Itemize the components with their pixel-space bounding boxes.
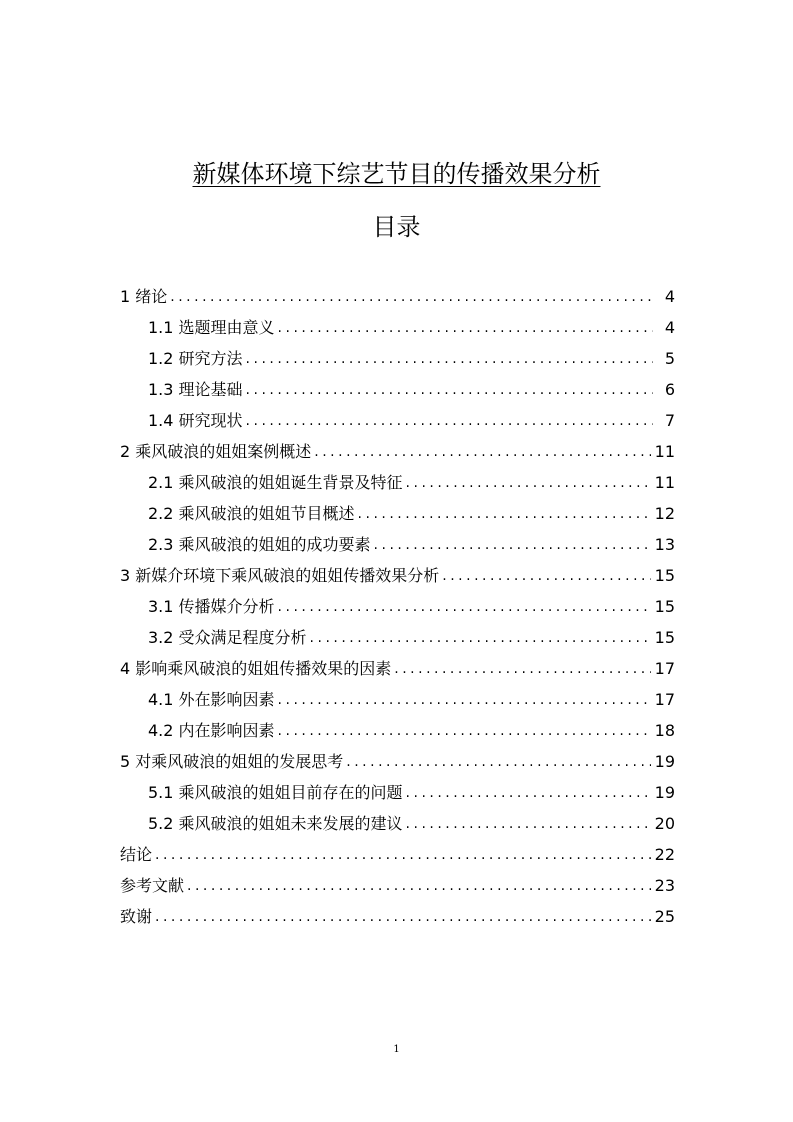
toc-entry[interactable]: [120, 525, 675, 556]
toc-dot-leader: [246, 410, 653, 432]
toc-dot-leader: [358, 503, 651, 525]
toc-entry-page-number: 17: [654, 690, 675, 709]
toc-dot-leader: [246, 348, 653, 370]
toc-entry-label: 2 乘风破浪的姐姐案例概述: [120, 442, 312, 461]
toc-entry-label: 2.3 乘风破浪的姐姐的成功要素: [148, 535, 371, 554]
document-title: [0, 157, 793, 191]
toc-dot-leader: [406, 813, 651, 835]
toc-dot-leader: [155, 844, 651, 866]
toc-entry-page-number: 22: [654, 845, 675, 864]
toc-entry[interactable]: [120, 556, 675, 587]
toc-entry-page-number: 19: [654, 783, 675, 802]
toc-entry-page-number: 25: [654, 907, 675, 926]
toc-dot-leader: [406, 472, 651, 494]
toc-entry[interactable]: [120, 370, 675, 401]
table-of-contents: [120, 277, 675, 928]
toc-entry-page-number: 12: [654, 504, 675, 523]
toc-entry-page-number: 4: [664, 318, 675, 337]
toc-entry[interactable]: [120, 308, 675, 339]
toc-dot-leader: [314, 441, 650, 463]
toc-entry[interactable]: [120, 401, 675, 432]
toc-entry-label: 1.1 选题理由意义: [148, 318, 275, 337]
toc-entry-label: 1.3 理论基础: [148, 380, 243, 399]
toc-dot-leader: [278, 689, 651, 711]
toc-entry[interactable]: [120, 494, 675, 525]
toc-entry-page-number: 11: [654, 442, 675, 461]
toc-dot-leader: [406, 782, 651, 804]
toc-entry-label: 1.2 研究方法: [148, 349, 243, 368]
toc-entry-label: 4.2 内在影响因素: [148, 721, 275, 740]
toc-entry-page-number: 11: [654, 473, 675, 492]
toc-entry-page-number: 15: [654, 597, 675, 616]
toc-entry[interactable]: [120, 649, 675, 680]
page-number: 1: [393, 1044, 400, 1055]
toc-dot-leader: [442, 565, 650, 587]
toc-entry[interactable]: [120, 339, 675, 370]
toc-entry[interactable]: [120, 897, 675, 928]
toc-dot-leader: [187, 875, 651, 897]
toc-dot-leader: [278, 720, 651, 742]
toc-dot-leader: [394, 658, 650, 680]
toc-entry[interactable]: [120, 835, 675, 866]
toc-entry-page-number: 19: [654, 752, 675, 771]
toc-entry-label: 4 影响乘风破浪的姐姐传播效果的因素: [120, 659, 392, 678]
toc-entry-page-number: 4: [664, 287, 675, 306]
toc-entry-page-number: 6: [664, 380, 675, 399]
toc-dot-leader: [278, 596, 651, 618]
document-title-text: 新媒体环境下综艺节目的传播效果分析: [192, 160, 601, 188]
toc-entry-label: 参考文献: [120, 876, 185, 895]
toc-entry[interactable]: [120, 773, 675, 804]
toc-dot-leader: [346, 751, 650, 773]
toc-dot-leader: [170, 286, 653, 308]
toc-entry-page-number: 15: [654, 628, 675, 647]
toc-entry-label: 4.1 外在影响因素: [148, 690, 275, 709]
toc-entry[interactable]: [120, 618, 675, 649]
toc-dot-leader: [278, 317, 653, 339]
toc-entry-page-number: 15: [654, 566, 675, 585]
toc-entry-label: 5.2 乘风破浪的姐姐未来发展的建议: [148, 814, 403, 833]
toc-entry-page-number: 23: [654, 876, 675, 895]
toc-entry-label: 1 绪论: [120, 287, 168, 306]
toc-dot-leader: [310, 627, 651, 649]
toc-entry-page-number: 18: [654, 721, 675, 740]
toc-entry-page-number: 13: [654, 535, 675, 554]
toc-entry[interactable]: [120, 680, 675, 711]
toc-entry[interactable]: [120, 742, 675, 773]
toc-entry-label: 3 新媒介环境下乘风破浪的姐姐传播效果分析: [120, 566, 440, 585]
toc-entry[interactable]: [120, 804, 675, 835]
toc-entry-label: 结论: [120, 845, 153, 864]
toc-entry-label: 3.1 传播媒介分析: [148, 597, 275, 616]
toc-dot-leader: [155, 906, 651, 928]
toc-entry[interactable]: [120, 587, 675, 618]
toc-entry-label: 致谢: [120, 907, 153, 926]
toc-entry-label: 1.4 研究现状: [148, 411, 243, 430]
toc-heading: 目录: [372, 213, 421, 241]
toc-entry-page-number: 17: [654, 659, 675, 678]
toc-entry[interactable]: [120, 432, 675, 463]
toc-entry-label: 2.2 乘风破浪的姐姐节目概述: [148, 504, 355, 523]
toc-entry[interactable]: [120, 866, 675, 897]
toc-entry-label: 3.2 受众满足程度分析: [148, 628, 307, 647]
toc-entry[interactable]: [120, 463, 675, 494]
toc-dot-leader: [246, 379, 653, 401]
toc-entry[interactable]: [120, 711, 675, 742]
toc-dot-leader: [374, 534, 651, 556]
toc-entry-label: 5 对乘风破浪的姐姐的发展思考: [120, 752, 344, 771]
toc-entry-label: 5.1 乘风破浪的姐姐目前存在的问题: [148, 783, 403, 802]
toc-entry-page-number: 5: [664, 349, 675, 368]
toc-entry-label: 2.1 乘风破浪的姐姐诞生背景及特征: [148, 473, 403, 492]
toc-entry-page-number: 7: [664, 411, 675, 430]
toc-entry[interactable]: [120, 277, 675, 308]
toc-entry-page-number: 20: [654, 814, 675, 833]
